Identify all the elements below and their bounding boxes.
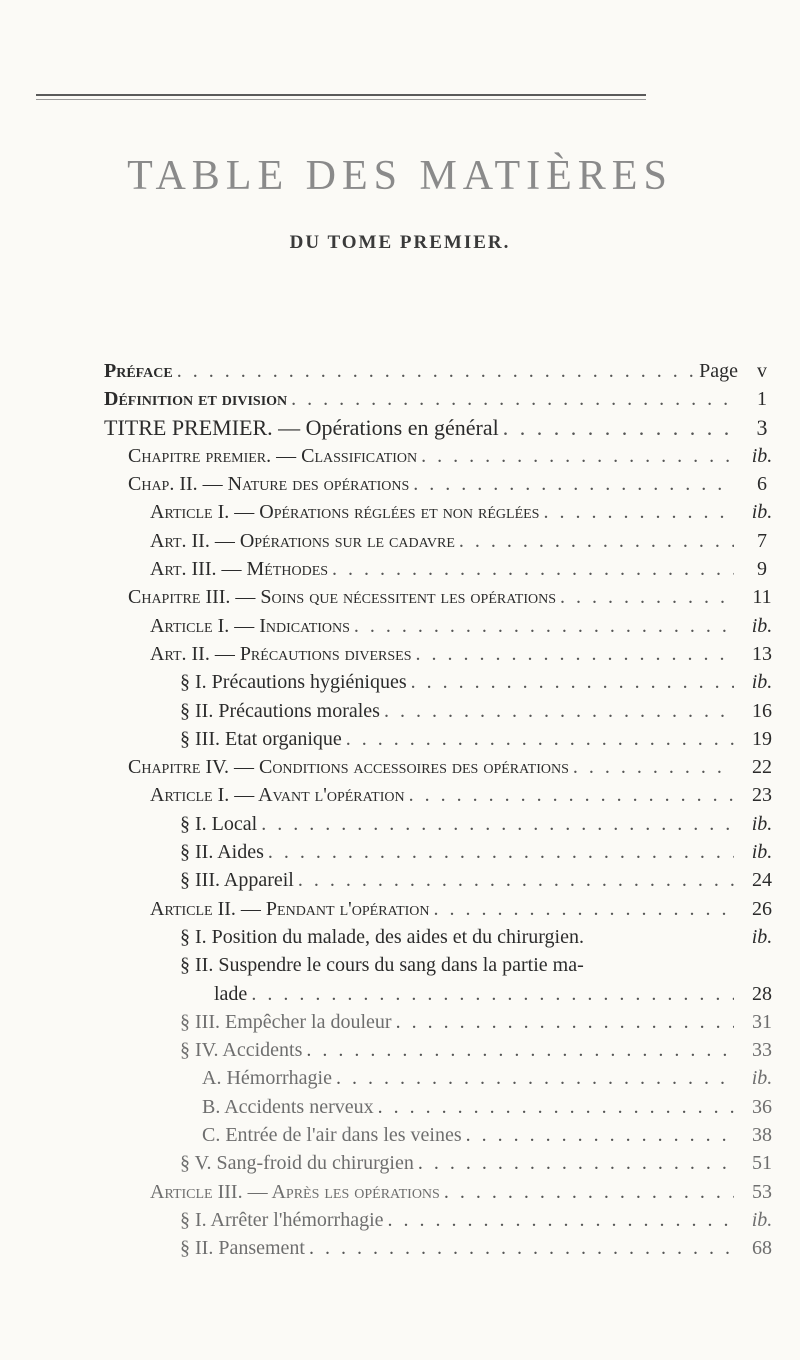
page-number: 3: [756, 414, 768, 440]
leader-dots: [346, 725, 734, 753]
leader-dots: [416, 640, 734, 668]
toc-entry: [104, 1178, 784, 1206]
leader-dots: [268, 838, 734, 866]
page-number: 22: [752, 756, 772, 779]
leader-dots: [177, 357, 695, 385]
toc-entry-label: Article I. — Indications: [150, 614, 350, 637]
leader-dots: [466, 1121, 734, 1149]
leader-dots: [291, 385, 734, 413]
toc-entry: [104, 357, 784, 385]
page-number: ib.: [751, 614, 773, 637]
toc-entry-label: Définition et division: [104, 388, 288, 411]
toc-entry-label: Article II. — Pendant l'opération: [150, 897, 430, 920]
toc-entry: [104, 1206, 784, 1234]
toc-entry-label: Article I. — Avant l'opération: [150, 784, 405, 807]
leader-dots: [560, 583, 734, 611]
page-number: 33: [752, 1039, 772, 1062]
leader-dots: [306, 1036, 734, 1064]
toc-entry-label: § II. Pansement: [180, 1237, 305, 1260]
page-number: 16: [752, 699, 772, 722]
toc-entry-label: Chapitre III. — Soins que nécessitent les opérations: [128, 586, 557, 609]
toc-entry: [104, 1008, 784, 1036]
toc-entry: [104, 527, 784, 555]
page-number: ib.: [751, 841, 773, 864]
leader-dots: [503, 414, 734, 442]
toc-entry-label: Chapitre premier. — Classification: [128, 444, 418, 467]
toc-entry-label: § II. Suspendre le cours du sang dans la partie ma-: [180, 954, 584, 977]
page-number: ib.: [751, 444, 773, 467]
leader-dots: [336, 1064, 734, 1092]
toc-entry-label: Chap. II. — Nature des opérations: [128, 473, 410, 496]
page-number: 36: [752, 1095, 772, 1118]
leader-dots: [309, 1234, 734, 1262]
leader-dots: [261, 810, 734, 838]
page-number: 31: [752, 1010, 772, 1033]
toc-entry-label: Article I. — Opérations réglées et non réglées: [150, 501, 540, 524]
leader-dots: [418, 1149, 734, 1177]
toc-entry-label: § II. Aides: [180, 841, 264, 864]
leader-dots: [384, 697, 734, 725]
toc-entry-label: § III. Etat organique: [180, 727, 342, 750]
toc-entry-label: lade: [214, 982, 248, 1005]
leader-dots: [543, 498, 734, 526]
leader-dots: [298, 866, 734, 894]
leader-dots: [421, 442, 734, 470]
toc-entry: [104, 697, 784, 725]
page-number: 6: [757, 473, 767, 496]
toc-entry-label: § I. Local: [180, 812, 258, 835]
leader-dots: [444, 1178, 734, 1206]
page-number: 53: [752, 1180, 772, 1203]
page-number: 28: [752, 982, 772, 1005]
toc-entry-label: Art. II. — Précautions diverses: [150, 642, 412, 665]
toc-entry-label: § II. Précautions morales: [180, 699, 380, 722]
page-number: 23: [752, 784, 772, 807]
toc-entry: [104, 781, 784, 809]
toc-entry-label: C. Entrée de l'air dans les veines: [202, 1124, 462, 1147]
leader-dots: [413, 470, 734, 498]
leader-dots: [434, 895, 734, 923]
page-number: v: [757, 360, 767, 382]
page-number: 24: [752, 869, 772, 892]
toc-entry: [104, 668, 784, 696]
page-number: ib.: [751, 1208, 773, 1231]
toc-entry: [104, 498, 784, 526]
page-number: ib.: [751, 812, 773, 835]
table-of-contents: [104, 357, 784, 1263]
toc-entry: [104, 583, 784, 611]
toc-entry: [104, 1149, 784, 1177]
toc-entry-label: § III. Empêcher la douleur: [180, 1010, 392, 1033]
toc-entry: [104, 810, 784, 838]
page-subtitle: DU TOME PREMIER.: [289, 232, 511, 253]
toc-entry: [104, 1036, 784, 1064]
leader-dots: [459, 527, 734, 555]
page-number: 7: [757, 529, 767, 552]
toc-entry-label: TITRE PREMIER. — Opérations en général: [104, 414, 499, 440]
toc-entry-label: Art. III. — Méthodes: [150, 558, 329, 581]
toc-entry: [104, 725, 784, 753]
top-rule-thin: [36, 99, 646, 100]
toc-entry: [104, 385, 784, 413]
toc-entry: [104, 866, 784, 894]
toc-entry-label: § V. Sang-froid du chirurgien: [180, 1152, 414, 1175]
toc-entry: [104, 640, 784, 668]
toc-entry: [104, 442, 784, 470]
toc-entry: [104, 1093, 784, 1121]
toc-entry-label: § I. Arrêter l'hémorrhagie: [180, 1208, 384, 1231]
page-number: 68: [752, 1237, 772, 1260]
page-title: TABLE DES MATIÈRES: [127, 153, 673, 199]
leader-dots: [573, 753, 734, 781]
page-number: ib.: [751, 671, 773, 694]
leader-dots: [354, 612, 734, 640]
leader-dots: [378, 1093, 734, 1121]
page-column-label: Page: [699, 360, 738, 382]
toc-entry: [104, 895, 784, 923]
toc-entry-label: § I. Précautions hygiéniques: [180, 671, 407, 694]
toc-entry-label: § I. Position du malade, des aides et du chirurgien.: [180, 925, 584, 948]
toc-entry: [104, 1121, 784, 1149]
leader-dots: [396, 1008, 734, 1036]
leader-dots: [251, 980, 734, 1008]
toc-entry: [104, 838, 784, 866]
toc-entry-label: A. Hémorrhagie: [202, 1067, 332, 1090]
leader-dots: [409, 781, 734, 809]
toc-entry-label: B. Accidents nerveux: [202, 1095, 374, 1118]
page-number: 1: [757, 388, 767, 411]
page-number: ib.: [751, 1067, 773, 1090]
leader-dots: [411, 668, 734, 696]
toc-entry: [104, 923, 784, 951]
toc-entry: [104, 1064, 784, 1092]
toc-entry: [104, 612, 784, 640]
page-number: 19: [752, 727, 772, 750]
toc-entry: [104, 753, 784, 781]
page-number: 51: [752, 1152, 772, 1175]
toc-entry-label: Préface: [104, 360, 173, 382]
leader-dots: [332, 555, 734, 583]
toc-entry: [104, 470, 784, 498]
toc-entry-label: Article III. — Après les opérations: [150, 1180, 440, 1203]
page-number: 9: [757, 558, 767, 581]
leader-dots: [388, 1206, 734, 1234]
toc-entry-label: Art. II. — Opérations sur le cadavre: [150, 529, 455, 552]
page-number: 13: [752, 642, 772, 665]
page-number: 26: [752, 897, 772, 920]
toc-entry-label: § IV. Accidents: [180, 1039, 303, 1062]
toc-entry: [104, 951, 784, 979]
toc-entry: [104, 980, 784, 1008]
toc-entry: [104, 1234, 784, 1262]
toc-entry-label: Chapitre IV. — Conditions accessoires des opérations: [128, 756, 569, 779]
toc-entry-label: § III. Appareil: [180, 869, 294, 892]
page-number: 38: [752, 1124, 772, 1147]
page-number: 11: [752, 586, 772, 609]
toc-entry: [104, 555, 784, 583]
page-number: ib.: [751, 925, 773, 948]
top-rule: [36, 94, 646, 96]
page-number: ib.: [751, 501, 773, 524]
toc-entry: [104, 414, 784, 442]
